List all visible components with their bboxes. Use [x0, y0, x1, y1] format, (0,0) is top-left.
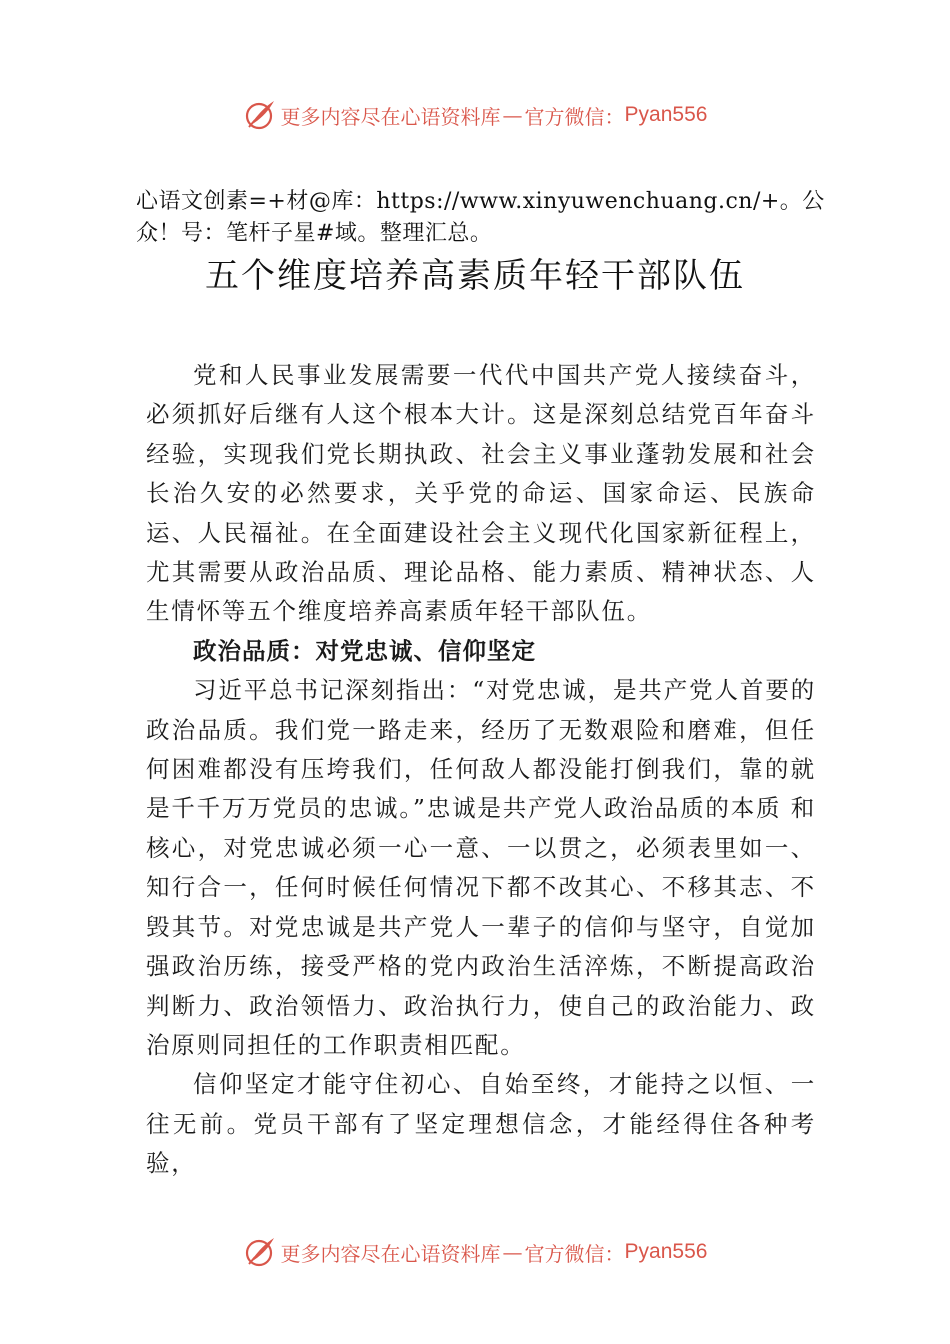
banner-text: 更多内容尽在心语资料库 — [280, 1241, 501, 1266]
footer-banner — [0, 1232, 950, 1272]
feather-pen-logo-icon — [243, 1235, 277, 1269]
section-heading: 政治品质：对党忠诚、信仰坚定 — [193, 636, 536, 665]
banner-wechat-label: 官方微信： — [524, 104, 625, 129]
banner-separator: — — [502, 103, 523, 127]
feather-pen-logo-icon — [243, 98, 277, 132]
banner-text: 更多内容尽在心语资料库 — [280, 104, 501, 129]
page-title: 五个维度培养高素质年轻干部队伍 — [205, 256, 745, 296]
article-body — [146, 356, 816, 1184]
body-paragraph: 信仰坚定才能守住初心、自始至终，才能持之以恒、一往无前。党员干部有了坚定理想信念，才能经得住各种考验， — [146, 1070, 816, 1178]
banner-wechat-id: Pyan556 — [624, 103, 708, 126]
header-banner — [0, 95, 950, 135]
body-paragraph: 习近平总书记深刻指出：“对党忠诚，是共产党人首要的政治品质。我们党一路走来，经历了无数艰险和磨难，但任何困难都没有压垮我们，任何敌人都没能打倒我们，靠的就是千千万万党员的忠诚。”忠诚是共产党人政治品质的本质 和核心，对党忠诚必须一心一意、一以贯之，必须表里如一、知行合一，任何时候任何情况下都不改其心、不移其志、不毁其节。对党忠诚是共产党人一辈子的信仰与坚守，自觉加强政治历练，接受严格的党内政治生活淬炼，不断提高政治判断力、政治领悟力、政治执行力，使自己的政治能力、政治原则同担任的工作职责相匹配。 — [146, 676, 816, 1059]
banner-separator: — — [502, 1240, 523, 1264]
source-note: 心语文创素=+材@库：https://www.xinyuwenchuang.cn/+。公众！号：笔杆子星#域。整理汇总。 — [136, 189, 825, 246]
intro-paragraph: 党和人民事业发展需要一代代中国共产党人接续奋斗，必须抓好后继有人这个根本大计。这是深刻总结党百年奋斗经验，实现我们党长期执政、社会主义事业蓬勃发展和社会长治久安的必然要求，关乎党的命运、国家命运、民族命运、人民福祉。在全面建设社会主义现代化国家新征程上，尤其需要从政治品质、理论品格、能力素质、精神状态、人生情怀等五个维度培养高素质年轻干部队伍。 — [146, 361, 816, 626]
banner-wechat-id: Pyan556 — [624, 1240, 708, 1263]
banner-wechat-label: 官方微信： — [524, 1241, 625, 1266]
